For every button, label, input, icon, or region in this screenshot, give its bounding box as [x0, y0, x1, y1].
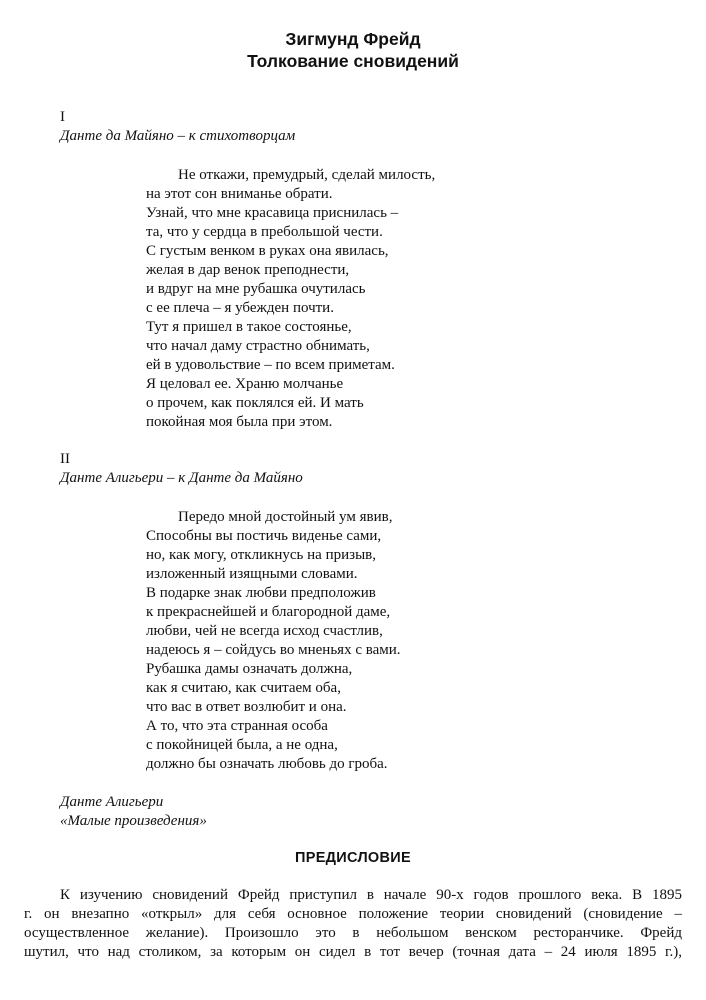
signature-work: «Малые произведения»	[60, 813, 207, 829]
poem-line: на этот сон вниманье обрати.	[146, 186, 333, 202]
book-title: Толкование сновидений	[247, 51, 459, 71]
poem-line: к прекраснейшей и благородной даме,	[146, 604, 391, 620]
poem-2	[146, 508, 401, 774]
paragraph-line: осуществленное желание). Произошло это в небольшом венском ресторанчике. Фрейд	[24, 925, 682, 941]
preface-title: ПРЕДИСЛОВИЕ	[295, 850, 411, 866]
poem-line: Рубашка дамы означать должна,	[146, 661, 353, 677]
poem-line: изложенный изящными словами.	[146, 566, 358, 582]
section-subtitle-2: Данте Алигьери – к Данте да Майяно	[60, 470, 303, 486]
poem-line: и вдруг на мне рубашка очутилась	[146, 281, 366, 297]
poem-line: та, что у сердца в пребольшой чести.	[146, 224, 383, 240]
poem-line: А то, что эта странная особа	[146, 718, 328, 734]
poem-line: В подарке знак любви предположив	[146, 585, 376, 601]
paragraph-line: г. он внезапно «открыл» для себя основное положение теории сновидений (сновидение –	[24, 906, 682, 922]
signature-author: Данте Алигьери	[60, 794, 164, 810]
poem-line: Способны вы постичь виденье сами,	[146, 528, 382, 544]
poem-line: надеюсь я – сойдусь во мненьях с вами.	[146, 642, 401, 658]
paragraph-line: шутил, что над столиком, за которым он сидел в тот вечер (точная дата – 24 июля 1895 г.),	[24, 944, 682, 960]
poem-line: с ее плеча – я убежден почти.	[146, 300, 334, 316]
section-number-2: II	[60, 451, 70, 467]
poem-line: Передо мной достойный ум явив,	[178, 509, 393, 525]
poem-line: Узнай, что мне красавица приснилась –	[146, 205, 399, 221]
poem-line: с покойницей была, а не одна,	[146, 737, 338, 753]
poem-1	[146, 166, 435, 432]
poem-line: Я целовал ее. Храню молчанье	[146, 376, 344, 392]
poem-line: должно бы означать любовь до гроба.	[146, 756, 388, 772]
poem-line: что начал даму страстно обнимать,	[146, 338, 370, 354]
preface-paragraph	[24, 886, 682, 962]
poem-line: что вас в ответ возлюбит и она.	[146, 699, 347, 715]
poem-line: о прочем, как поклялся ей. И мать	[146, 395, 364, 411]
poem-line: Тут я пришел в такое состоянье,	[146, 319, 352, 335]
author-name: Зигмунд Фрейд	[285, 29, 421, 49]
poem-line: ей в удовольствие – по всем приметам.	[146, 357, 395, 373]
poem-line: желая в дар венок преподнести,	[146, 262, 350, 278]
poem-line: любви, чей не всегда исход счастлив,	[146, 623, 383, 639]
poem-line: С густым венком в руках она явилась,	[146, 243, 389, 259]
poem-line: как я считаю, как считаем оба,	[146, 680, 341, 696]
poem-line: но, как могу, откликнусь на призыв,	[146, 547, 376, 563]
section-subtitle-1: Данте да Майяно – к стихотворцам	[60, 128, 296, 144]
poem-line: покойная моя была при этом.	[146, 414, 333, 430]
paragraph-line: К изучению сновидений Фрейд приступил в начале 90-х годов прошлого века. В 1895	[60, 887, 682, 903]
poem-line: Не откажи, премудрый, сделай милость,	[178, 167, 436, 183]
section-number-1: I	[60, 109, 65, 125]
